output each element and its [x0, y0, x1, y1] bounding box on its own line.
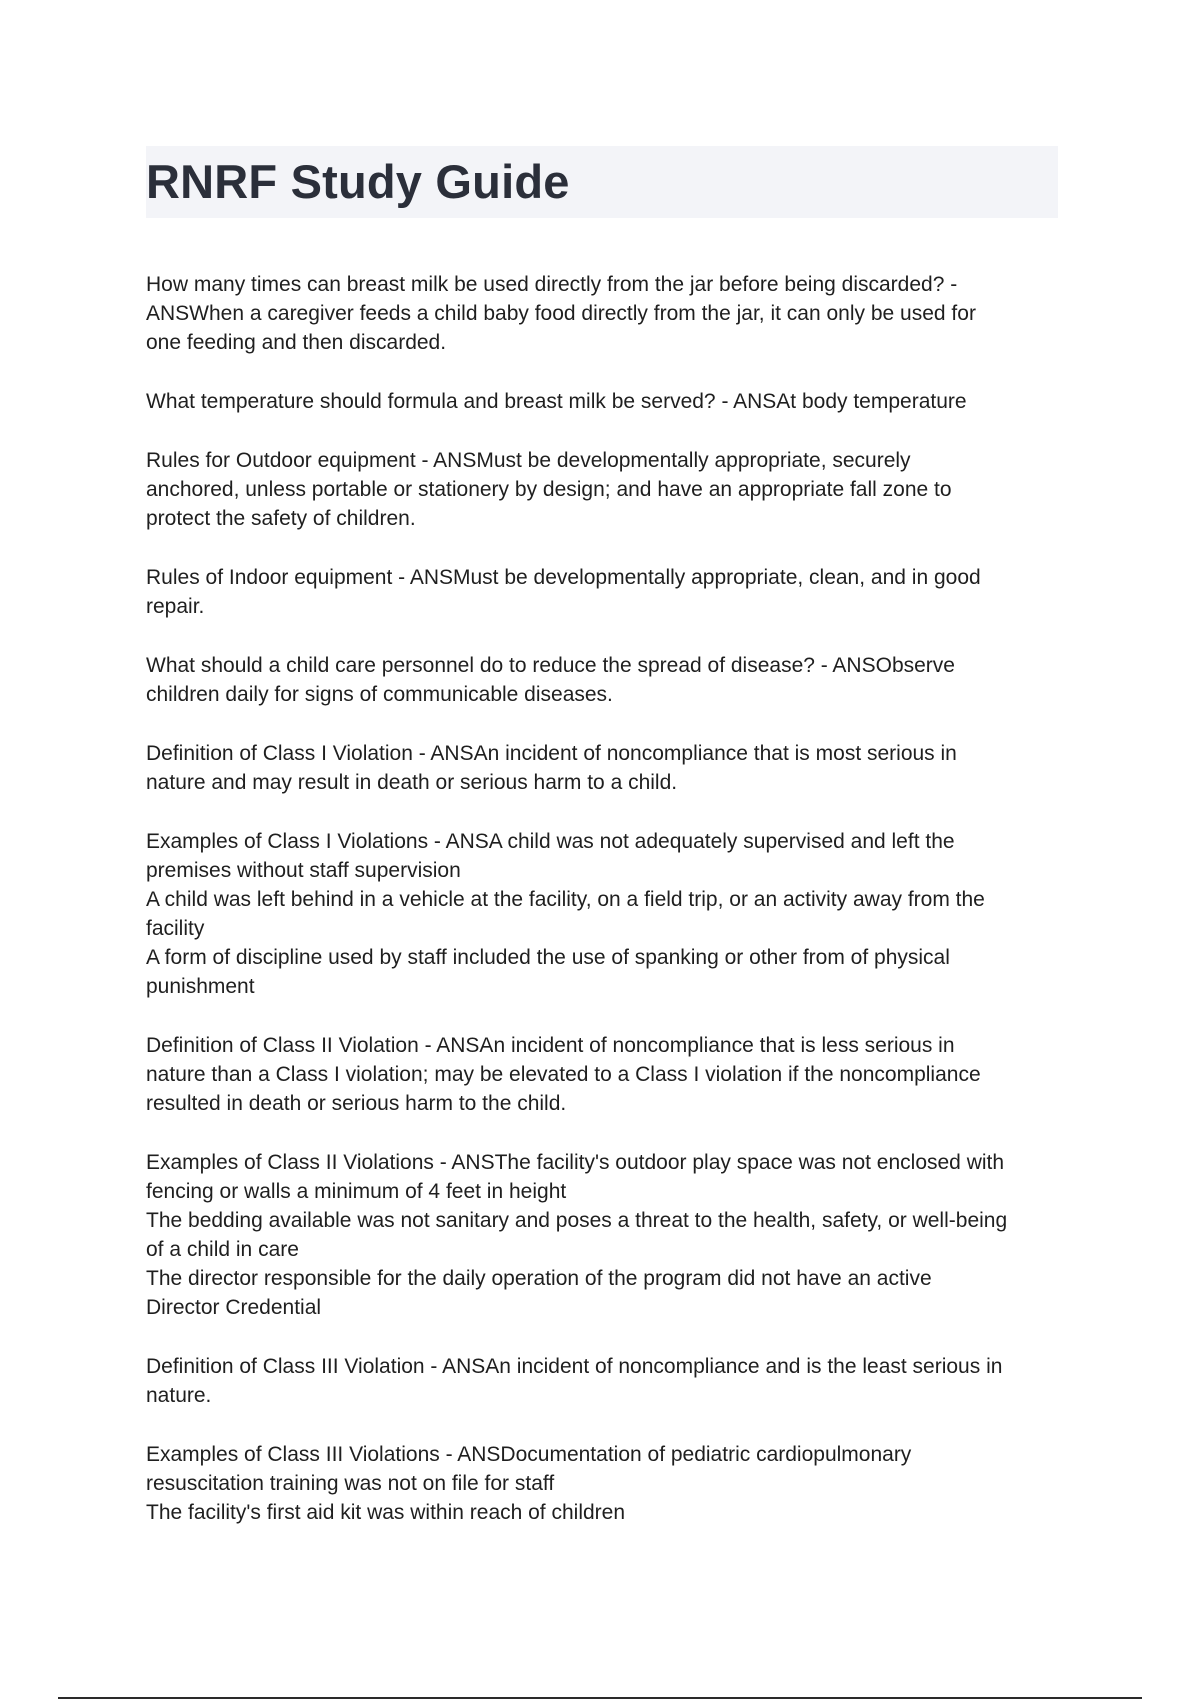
- text-line: Examples of Class III Violations - ANSDocumentation of pediatric cardiopulmonary: [146, 1443, 912, 1466]
- qa-entry: [146, 270, 1066, 357]
- footer-divider: [58, 1697, 1142, 1699]
- text-line: A form of discipline used by staff included the use of spanking or other from of physical: [146, 946, 950, 969]
- qa-entry: [146, 651, 1066, 709]
- text-line: fencing or walls a minimum of 4 feet in height: [146, 1180, 567, 1203]
- text-line: Examples of Class I Violations - ANSA child was not adequately supervised and left the: [146, 830, 955, 853]
- qa-entry: [146, 1148, 1066, 1322]
- text-line: facility: [146, 917, 205, 940]
- text-line: nature.: [146, 1384, 212, 1407]
- text-line: of a child in care: [146, 1238, 299, 1261]
- qa-entry: [146, 827, 1066, 1001]
- text-line: Rules for Outdoor equipment - ANSMust be developmentally appropriate, securely: [146, 449, 911, 472]
- qa-entry: [146, 1440, 1066, 1527]
- text-line: Director Credential: [146, 1296, 322, 1319]
- text-line: Definition of Class II Violation - ANSAn incident of noncompliance that is less serious in: [146, 1034, 955, 1057]
- text-line: anchored, unless portable or stationery by design; and have an appropriate fall zone to: [146, 478, 952, 501]
- text-line: The facility's first aid kit was within reach of children: [146, 1501, 626, 1524]
- text-line: Rules of Indoor equipment - ANSMust be developmentally appropriate, clean, and in good: [146, 566, 981, 589]
- qa-entry: [146, 1352, 1066, 1410]
- qa-entry: [146, 563, 1066, 621]
- text-line: protect the safety of children.: [146, 507, 416, 530]
- text-line: nature than a Class I violation; may be elevated to a Class I violation if the noncompliance: [146, 1063, 981, 1086]
- text-line: Definition of Class I Violation - ANSAn incident of noncompliance that is most serious in: [146, 742, 957, 765]
- qa-entry: [146, 739, 1066, 797]
- text-line: What should a child care personnel do to reduce the spread of disease? - ANSObserve: [146, 654, 955, 677]
- text-line: The director responsible for the daily operation of the program did not have an active: [146, 1267, 932, 1290]
- text-line: one feeding and then discarded.: [146, 331, 447, 354]
- qa-entry: [146, 1031, 1066, 1118]
- text-line: nature and may result in death or serious harm to a child.: [146, 771, 678, 794]
- text-line: resulted in death or serious harm to the child.: [146, 1092, 567, 1115]
- text-line: punishment: [146, 975, 255, 998]
- text-line: children daily for signs of communicable diseases.: [146, 683, 613, 706]
- text-line: The bedding available was not sanitary and poses a threat to the health, safety, or well-being: [146, 1209, 1008, 1232]
- qa-entry: [146, 387, 1066, 416]
- page-title: RNRF Study Guide: [146, 155, 570, 208]
- title-banner: [146, 146, 1058, 218]
- text-line: ANSWhen a caregiver feeds a child baby food directly from the jar, it can only be used for: [146, 302, 976, 325]
- text-line: premises without staff supervision: [146, 859, 461, 882]
- text-line: Examples of Class II Violations - ANSThe facility's outdoor play space was not enclosed with: [146, 1151, 1005, 1174]
- study-guide-content: [146, 270, 1066, 1557]
- text-line: What temperature should formula and breast milk be served? - ANSAt body temperature: [146, 390, 967, 413]
- text-line: How many times can breast milk be used directly from the jar before being discarded? -: [146, 273, 958, 296]
- text-line: A child was left behind in a vehicle at the facility, on a field trip, or an activity away from the: [146, 888, 985, 911]
- text-line: resuscitation training was not on file for staff: [146, 1472, 555, 1495]
- qa-entry: [146, 446, 1066, 533]
- text-line: Definition of Class III Violation - ANSAn incident of noncompliance and is the least serious in: [146, 1355, 1003, 1378]
- text-line: repair.: [146, 595, 205, 618]
